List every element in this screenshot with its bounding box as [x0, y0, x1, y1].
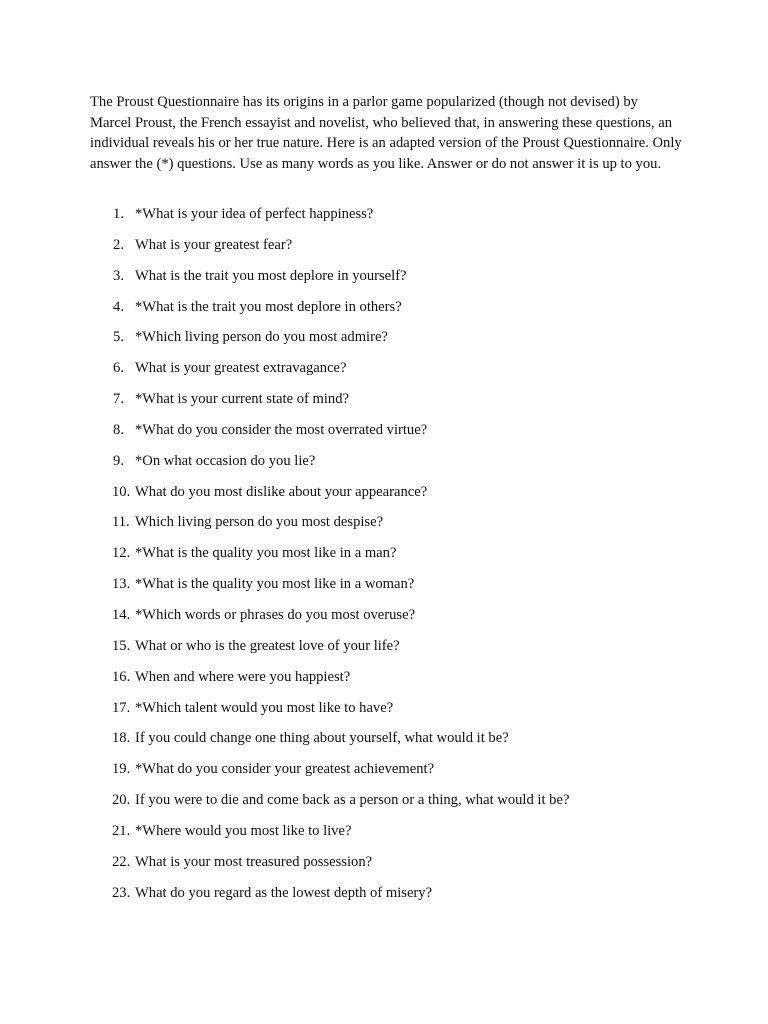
question-item: [90, 605, 690, 636]
question-item: [90, 266, 690, 297]
question-text: What is the trait you most deplore in yourself?: [135, 267, 407, 284]
question-item: [90, 821, 690, 852]
question-text: *What is your current state of mind?: [135, 391, 349, 408]
question-text: *What is your idea of perfect happiness?: [135, 206, 374, 222]
question-text: *Which living person do you most admire?: [135, 329, 388, 346]
question-text: *What do you consider the most overrated virtue?: [135, 421, 428, 438]
question-text: What is your greatest fear?: [135, 236, 293, 253]
question-text: *What is the quality you most like in a woman?: [135, 576, 415, 593]
question-number: 14.: [112, 606, 131, 623]
intro-paragraph: The Proust Questionnaire has its origins in a parlor game popularized (though not devised) by Marcel Proust, the French essayist and novelist, who believed that, in answering these questions, an individual reveals his or her true nature. Here is an adapted version of the Proust Questionnaire. Only answer the (*) questions. Use as many words as you like. Answer or do not answer it is up to you.: [90, 94, 682, 172]
question-item: [90, 728, 690, 759]
question-number: 5.: [113, 329, 124, 346]
question-item: [90, 574, 690, 605]
question-number: 19.: [112, 761, 131, 778]
question-text: If you could change one thing about yourself, what would it be?: [135, 730, 509, 747]
question-number: 9.: [113, 452, 124, 469]
question-number: 21.: [112, 822, 131, 839]
question-text: What or who is the greatest love of your life?: [135, 637, 400, 654]
question-list: [90, 204, 690, 913]
question-number: 6.: [113, 360, 124, 377]
question-item: [90, 852, 690, 883]
question-text: What is your most treasured possession?: [135, 853, 373, 870]
question-text: *On what occasion do you lie?: [135, 452, 316, 469]
question-number: 17.: [112, 699, 131, 716]
question-item: [90, 543, 690, 574]
question-item: [90, 204, 690, 235]
question-text: What do you regard as the lowest depth of misery?: [135, 884, 433, 901]
question-item: [90, 512, 690, 543]
question-text: *What is the trait you most deplore in others?: [135, 298, 402, 315]
question-item: [90, 698, 690, 729]
question-number: 15.: [112, 637, 131, 654]
question-number: 13.: [112, 576, 131, 593]
question-number: 23.: [112, 884, 131, 901]
question-number: 20.: [112, 792, 131, 809]
question-text: When and where were you happiest?: [135, 668, 351, 685]
question-text: Which living person do you most despise?: [135, 514, 384, 531]
question-number: 4.: [113, 298, 124, 315]
question-number: 10.: [112, 483, 131, 500]
question-item: [90, 235, 690, 266]
question-item: [90, 759, 690, 790]
question-text: *Which words or phrases do you most overuse?: [135, 606, 416, 623]
question-item: [90, 297, 690, 328]
question-item: [90, 482, 690, 513]
question-text: *Where would you most like to live?: [135, 822, 352, 839]
question-item: [90, 358, 690, 389]
question-text: What is your greatest extravagance?: [135, 360, 347, 377]
question-number: 22.: [112, 853, 131, 870]
question-number: 16.: [112, 668, 131, 685]
question-number: 2.: [113, 236, 124, 253]
question-item: [90, 420, 690, 451]
question-number: 3.: [113, 267, 124, 284]
question-number: 12.: [112, 545, 131, 562]
question-number: 18.: [112, 730, 131, 747]
question-number: 1.: [113, 206, 124, 222]
question-number: 7.: [113, 391, 124, 408]
question-text: *What do you consider your greatest achievement?: [135, 761, 435, 778]
question-item: [90, 790, 690, 821]
question-item: [90, 883, 690, 914]
question-number: 8.: [113, 421, 124, 438]
question-item: [90, 451, 690, 482]
question-item: [90, 667, 690, 698]
question-item: [90, 636, 690, 667]
question-item: [90, 327, 690, 358]
question-text: What do you most dislike about your appearance?: [135, 483, 428, 500]
question-number: 11.: [112, 514, 130, 531]
question-text: *What is the quality you most like in a man?: [135, 545, 397, 562]
question-text: If you were to die and come back as a person or a thing, what would it be?: [135, 792, 570, 809]
question-text: *Which talent would you most like to have?: [135, 699, 394, 716]
question-item: [90, 389, 690, 420]
